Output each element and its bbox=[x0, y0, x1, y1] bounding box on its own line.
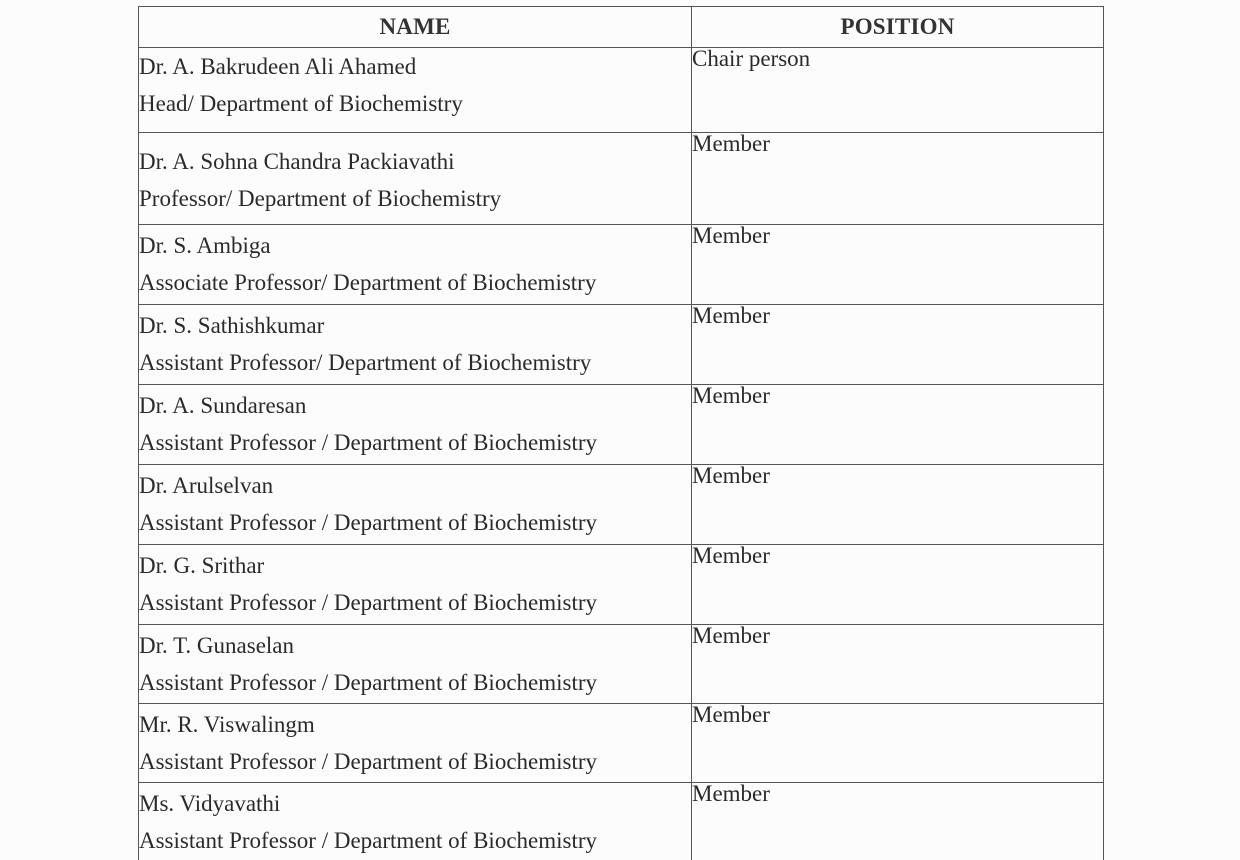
member-designation: Assistant Professor / Department of Biochemistry bbox=[139, 670, 598, 695]
member-designation: Assistant Professor / Department of Biochemistry bbox=[139, 749, 598, 774]
member-designation: Assistant Professor / Department of Biochemistry bbox=[139, 590, 598, 615]
member-position: Member bbox=[692, 623, 770, 648]
member-position: Member bbox=[692, 543, 770, 568]
position-cell bbox=[692, 783, 1104, 860]
member-cell bbox=[139, 305, 692, 385]
member-designation: Assistant Professor / Department of Biochemistry bbox=[139, 430, 598, 455]
member-position: Member bbox=[692, 223, 770, 248]
member-cell bbox=[139, 465, 692, 545]
committee-members-table bbox=[138, 6, 1104, 860]
member-position: Member bbox=[692, 303, 770, 328]
member-position: Member bbox=[692, 702, 770, 727]
member-designation: Head/ Department of Biochemistry bbox=[139, 91, 463, 116]
position-cell bbox=[692, 385, 1104, 465]
member-name: Dr. G. Srithar bbox=[139, 553, 265, 578]
member-cell bbox=[139, 545, 692, 625]
member-name: Mr. R. Viswalingm bbox=[139, 712, 315, 737]
table-row bbox=[139, 48, 1104, 133]
member-cell bbox=[139, 133, 692, 225]
position-cell bbox=[692, 133, 1104, 225]
position-cell bbox=[692, 704, 1104, 783]
member-name: Dr. T. Gunaselan bbox=[139, 633, 295, 658]
table-header-row bbox=[139, 7, 1104, 48]
position-cell bbox=[692, 225, 1104, 305]
table-row bbox=[139, 465, 1104, 545]
member-designation: Professor/ Department of Biochemistry bbox=[139, 186, 502, 211]
member-name: Ms. Vidyavathi bbox=[139, 791, 281, 816]
member-position: Chair person bbox=[692, 46, 811, 71]
member-position: Member bbox=[692, 131, 770, 156]
position-cell bbox=[692, 625, 1104, 704]
table-row bbox=[139, 545, 1104, 625]
position-column-header: POSITION bbox=[692, 7, 1104, 48]
table-row bbox=[139, 305, 1104, 385]
member-position: Member bbox=[692, 781, 770, 806]
table-row bbox=[139, 704, 1104, 783]
member-cell bbox=[139, 48, 692, 133]
member-name: Dr. S. Sathishkumar bbox=[139, 313, 325, 338]
position-cell bbox=[692, 305, 1104, 385]
member-name: Dr. Arulselvan bbox=[139, 473, 274, 498]
member-cell bbox=[139, 385, 692, 465]
table-row bbox=[139, 625, 1104, 704]
member-cell bbox=[139, 783, 692, 860]
member-designation: Associate Professor/ Department of Biochemistry bbox=[139, 270, 597, 295]
member-designation: Assistant Professor / Department of Biochemistry bbox=[139, 510, 598, 535]
member-name: Dr. A. Bakrudeen Ali Ahamed bbox=[139, 54, 417, 79]
member-cell bbox=[139, 625, 692, 704]
position-cell bbox=[692, 465, 1104, 545]
member-name: Dr. S. Ambiga bbox=[139, 233, 271, 258]
position-cell bbox=[692, 48, 1104, 133]
name-column-header: NAME bbox=[139, 7, 692, 48]
table-row bbox=[139, 783, 1104, 860]
member-cell bbox=[139, 225, 692, 305]
member-cell bbox=[139, 704, 692, 783]
member-designation: Assistant Professor / Department of Biochemistry bbox=[139, 828, 598, 853]
table-row bbox=[139, 385, 1104, 465]
table-row bbox=[139, 133, 1104, 225]
member-designation: Assistant Professor/ Department of Biochemistry bbox=[139, 350, 592, 375]
position-cell bbox=[692, 545, 1104, 625]
member-name: Dr. A. Sundaresan bbox=[139, 393, 307, 418]
member-position: Member bbox=[692, 463, 770, 488]
member-position: Member bbox=[692, 383, 770, 408]
member-name: Dr. A. Sohna Chandra Packiavathi bbox=[139, 149, 455, 174]
table-row bbox=[139, 225, 1104, 305]
